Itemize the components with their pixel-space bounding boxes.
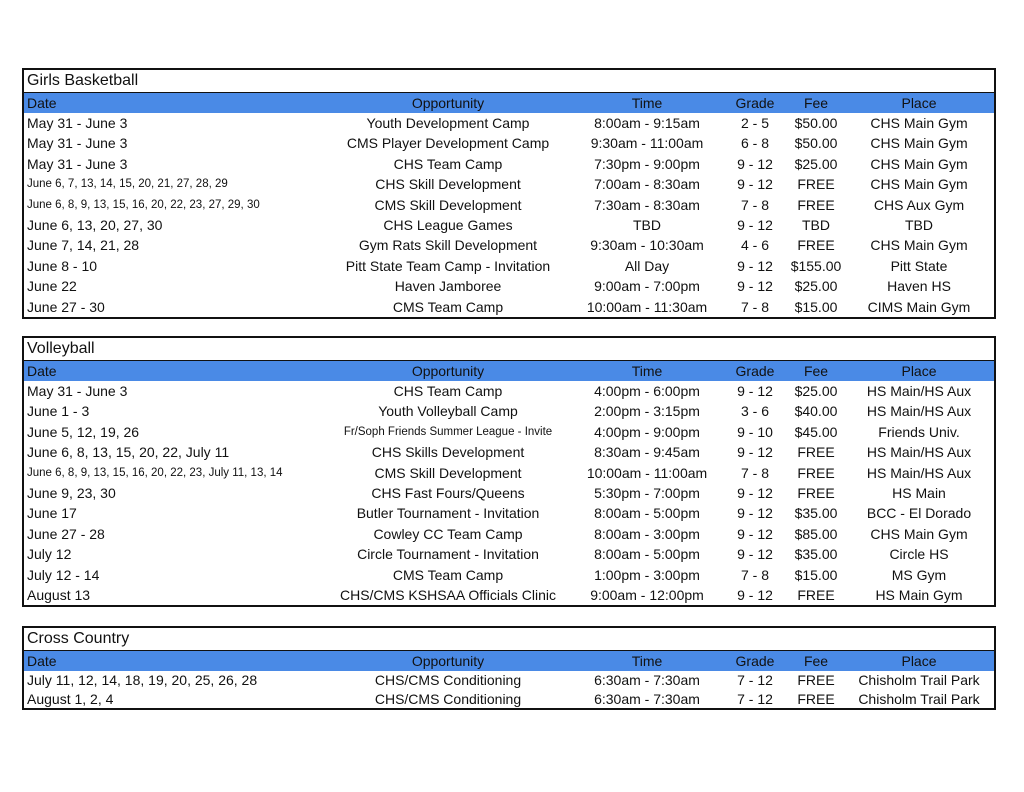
time-cell: 9:00am - 7:00pm (594, 278, 700, 295)
table-row (24, 585, 994, 605)
grade-cell: 7 - 8 (740, 298, 769, 315)
table-body (24, 113, 994, 317)
place-cell: Haven HS (887, 278, 951, 295)
table-row (24, 381, 994, 401)
opportunity-cell: CMS Skill Development (374, 196, 522, 213)
fee-cell: FREE (797, 196, 835, 213)
date-cell: June 6, 13, 20, 27, 30 (27, 216, 163, 233)
date-cell: May 31 - June 3 (27, 155, 128, 172)
fee-cell: $15.00 (794, 566, 838, 583)
header-place: Place (901, 653, 937, 669)
header-time: Time (631, 363, 663, 379)
grade-cell: 9 - 12 (737, 484, 773, 501)
fee-cell: $50.00 (794, 135, 838, 152)
date-cell: June 1 - 3 (27, 403, 90, 420)
date-cell: June 27 - 30 (27, 298, 105, 315)
place-cell: Chisholm Trail Park (858, 690, 980, 707)
table-row (24, 154, 994, 174)
table-row (24, 276, 994, 296)
place-cell: CHS Main Gym (870, 176, 968, 193)
time-cell: 8:00am - 5:00pm (594, 546, 700, 563)
grade-cell: 9 - 12 (737, 505, 773, 522)
header-place: Place (901, 363, 937, 379)
opportunity-cell: CHS Skills Development (371, 444, 525, 461)
date-cell: June 6, 7, 13, 14, 15, 20, 21, 27, 28, 29 (27, 178, 228, 191)
time-cell: 4:00pm - 6:00pm (594, 383, 700, 399)
opportunity-cell: CMS Team Camp (392, 566, 504, 583)
place-cell: TBD (905, 216, 933, 233)
table-row (24, 256, 994, 276)
grade-cell: 9 - 12 (737, 546, 773, 563)
header-grade: Grade (735, 95, 775, 111)
date-cell: June 9, 23, 30 (27, 484, 116, 501)
fee-cell: FREE (797, 484, 835, 501)
time-cell: 1:00pm - 3:00pm (594, 566, 700, 583)
place-cell: BCC - El Dorado (866, 505, 972, 522)
date-cell: June 8 - 10 (27, 257, 98, 274)
header-fee: Fee (803, 95, 829, 111)
table-row (24, 671, 994, 690)
header-grade: Grade (735, 653, 775, 669)
section-title: Volleyball (27, 340, 95, 357)
header-opportunity: Opportunity (411, 653, 485, 669)
place-cell: Friends Univ. (878, 423, 960, 440)
grade-cell: 9 - 12 (737, 155, 773, 172)
opportunity-cell: Pitt State Team Camp - Invitation (345, 257, 551, 274)
opportunity-cell: Butler Tournament - Invitation (356, 505, 540, 522)
opportunity-cell: Gym Rats Skill Development (358, 237, 538, 254)
fee-cell: $45.00 (794, 423, 838, 440)
place-cell: Circle HS (889, 546, 949, 563)
fee-cell: FREE (797, 586, 835, 603)
fee-cell: FREE (797, 690, 835, 707)
grade-cell: 3 - 6 (740, 403, 769, 420)
fee-cell: $50.00 (794, 115, 838, 131)
fee-cell: TBD (802, 216, 830, 233)
table-row (24, 133, 994, 153)
fee-cell: $15.00 (794, 298, 838, 315)
opportunity-cell: CMS Skill Development (374, 464, 522, 481)
time-cell: 2:00pm - 3:15pm (594, 403, 700, 420)
fee-cell: $25.00 (794, 155, 838, 172)
date-cell: June 6, 8, 9, 13, 15, 16, 20, 22, 23, July 11, 13, 14 (27, 466, 283, 479)
time-cell: 8:00am - 5:00pm (594, 505, 700, 522)
table-header (24, 92, 994, 113)
fee-cell: FREE (797, 444, 835, 461)
opportunity-cell: CHS League Games (383, 216, 513, 233)
grade-cell: 7 - 12 (737, 690, 773, 707)
place-cell: CHS Main Gym (870, 237, 968, 254)
opportunity-cell: Cowley CC Team Camp (373, 525, 523, 542)
table-row (24, 463, 994, 483)
opportunity-cell: Circle Tournament - Invitation (357, 546, 539, 563)
grade-cell: 7 - 12 (737, 672, 773, 688)
date-cell: August 1, 2, 4 (27, 690, 114, 707)
date-cell: June 27 - 28 (27, 525, 105, 542)
table-row (24, 565, 994, 585)
header-fee: Fee (803, 653, 829, 669)
place-cell: Chisholm Trail Park (858, 672, 980, 688)
grade-cell: 9 - 12 (737, 444, 773, 461)
opportunity-cell: CHS Fast Fours/Queens (371, 484, 525, 501)
header-opportunity: Opportunity (411, 363, 485, 379)
cross-country-section (22, 626, 996, 710)
date-cell: August 13 (27, 586, 91, 603)
table-row (24, 524, 994, 544)
grade-cell: 9 - 12 (737, 278, 773, 295)
date-cell: May 31 - June 3 (27, 383, 128, 399)
header-time: Time (631, 95, 663, 111)
time-cell: 10:00am - 11:00am (586, 464, 708, 481)
time-cell: 7:00am - 8:30am (594, 176, 700, 193)
girls-basketball-section (22, 68, 996, 319)
fee-cell: $25.00 (794, 278, 838, 295)
time-cell: 8:00am - 9:15am (594, 115, 700, 131)
grade-cell: 2 - 5 (740, 115, 769, 131)
time-cell: 9:00am - 12:00pm (590, 586, 704, 603)
place-cell: HS Main/HS Aux (866, 403, 972, 420)
time-cell: TBD (633, 216, 661, 233)
fee-cell: $35.00 (794, 505, 838, 522)
time-cell: 7:30pm - 9:00pm (594, 155, 700, 172)
time-cell: 6:30am - 7:30am (594, 672, 700, 688)
table-row (24, 215, 994, 235)
table-header (24, 650, 994, 671)
table-row (24, 544, 994, 564)
table-row (24, 235, 994, 255)
section-title: Girls Basketball (27, 72, 139, 89)
header-date: Date (27, 363, 57, 379)
place-cell: CHS Aux Gym (873, 196, 965, 213)
place-cell: HS Main Gym (875, 586, 963, 603)
place-cell: CHS Main Gym (870, 155, 968, 172)
place-cell: HS Main/HS Aux (866, 383, 972, 399)
opportunity-cell: CHS/CMS KSHSAA Officials Clinic (339, 586, 556, 603)
grade-cell: 6 - 8 (740, 135, 769, 152)
fee-cell: $155.00 (790, 257, 842, 274)
table-body (24, 671, 994, 708)
fee-cell: $35.00 (794, 546, 838, 563)
date-cell: July 12 (27, 546, 72, 563)
place-cell: CHS Main Gym (870, 115, 968, 131)
grade-cell: 9 - 12 (737, 383, 773, 399)
grade-cell: 9 - 12 (737, 216, 773, 233)
table-row (24, 483, 994, 503)
volleyball-section (22, 336, 996, 607)
place-cell: Pitt State (890, 257, 948, 274)
table-row (24, 297, 994, 317)
opportunity-cell: Youth Volleyball Camp (378, 403, 518, 420)
opportunity-cell: CHS/CMS Conditioning (374, 690, 522, 707)
header-opportunity: Opportunity (411, 95, 485, 111)
grade-cell: 4 - 6 (740, 237, 769, 254)
grade-cell: 9 - 12 (737, 525, 773, 542)
fee-cell: $40.00 (794, 403, 838, 420)
fee-cell: $25.00 (794, 383, 838, 399)
date-cell: July 12 - 14 (27, 566, 100, 583)
table-row (24, 401, 994, 421)
opportunity-cell: CMS Player Development Camp (346, 135, 550, 152)
opportunity-cell: CHS Skill Development (375, 176, 521, 193)
fee-cell: FREE (797, 237, 835, 254)
date-cell: June 5, 12, 19, 26 (27, 423, 140, 440)
place-cell: HS Main/HS Aux (866, 464, 972, 481)
date-cell: June 6, 8, 9, 13, 15, 16, 20, 22, 23, 27, 29, 30 (27, 198, 260, 211)
date-cell: May 31 - June 3 (27, 115, 128, 131)
table-row (24, 442, 994, 462)
place-cell: HS Main (892, 484, 946, 501)
place-cell: CHS Main Gym (870, 525, 968, 542)
time-cell: 4:00pm - 9:00pm (594, 423, 700, 440)
grade-cell: 7 - 8 (740, 464, 769, 481)
grade-cell: 9 - 12 (737, 176, 773, 193)
opportunity-cell: Youth Development Camp (366, 115, 530, 131)
place-cell: CIMS Main Gym (867, 298, 971, 315)
section-title: Cross Country (27, 630, 130, 647)
place-cell: CHS Main Gym (870, 135, 968, 152)
grade-cell: 7 - 8 (740, 196, 769, 213)
opportunity-cell: Fr/Soph Friends Summer League - Invite (343, 425, 553, 438)
time-cell: 9:30am - 11:00am (590, 135, 704, 152)
header-place: Place (901, 95, 937, 111)
time-cell: 10:00am - 11:30am (586, 298, 708, 315)
fee-cell: FREE (797, 672, 835, 688)
date-cell: June 7, 14, 21, 28 (27, 237, 140, 254)
time-cell: All Day (624, 257, 670, 274)
opportunity-cell: CMS Team Camp (392, 298, 504, 315)
table-row (24, 113, 994, 133)
header-grade: Grade (735, 363, 775, 379)
grade-cell: 9 - 12 (737, 586, 773, 603)
header-date: Date (27, 95, 57, 111)
table-row (24, 503, 994, 523)
time-cell: 6:30am - 7:30am (594, 690, 700, 707)
fee-cell: $85.00 (794, 525, 838, 542)
time-cell: 9:30am - 10:30am (590, 237, 704, 254)
table-row (24, 422, 994, 442)
table-body (24, 381, 994, 605)
place-cell: MS Gym (891, 566, 947, 583)
table-row (24, 174, 994, 194)
date-cell: June 17 (27, 505, 77, 522)
time-cell: 7:30am - 8:30am (594, 196, 700, 213)
date-cell: July 11, 12, 14, 18, 19, 20, 25, 26, 28 (27, 672, 258, 688)
header-date: Date (27, 653, 57, 669)
grade-cell: 7 - 8 (740, 566, 769, 583)
header-fee: Fee (803, 363, 829, 379)
time-cell: 8:00am - 3:00pm (594, 525, 700, 542)
table-row (24, 195, 994, 215)
date-cell: June 6, 8, 13, 15, 20, 22, July 11 (27, 444, 230, 461)
fee-cell: FREE (797, 176, 835, 193)
table-row (24, 690, 994, 709)
date-cell: May 31 - June 3 (27, 135, 128, 152)
grade-cell: 9 - 10 (737, 423, 773, 440)
opportunity-cell: Haven Jamboree (394, 278, 502, 295)
header-time: Time (631, 653, 663, 669)
place-cell: HS Main/HS Aux (866, 444, 972, 461)
opportunity-cell: CHS Team Camp (393, 155, 503, 172)
opportunity-cell: CHS/CMS Conditioning (374, 672, 522, 688)
table-header (24, 360, 994, 381)
opportunity-cell: CHS Team Camp (393, 383, 503, 399)
date-cell: June 22 (27, 278, 77, 295)
time-cell: 5:30pm - 7:00pm (594, 484, 700, 501)
grade-cell: 9 - 12 (737, 257, 773, 274)
time-cell: 8:30am - 9:45am (594, 444, 700, 461)
fee-cell: FREE (797, 464, 835, 481)
